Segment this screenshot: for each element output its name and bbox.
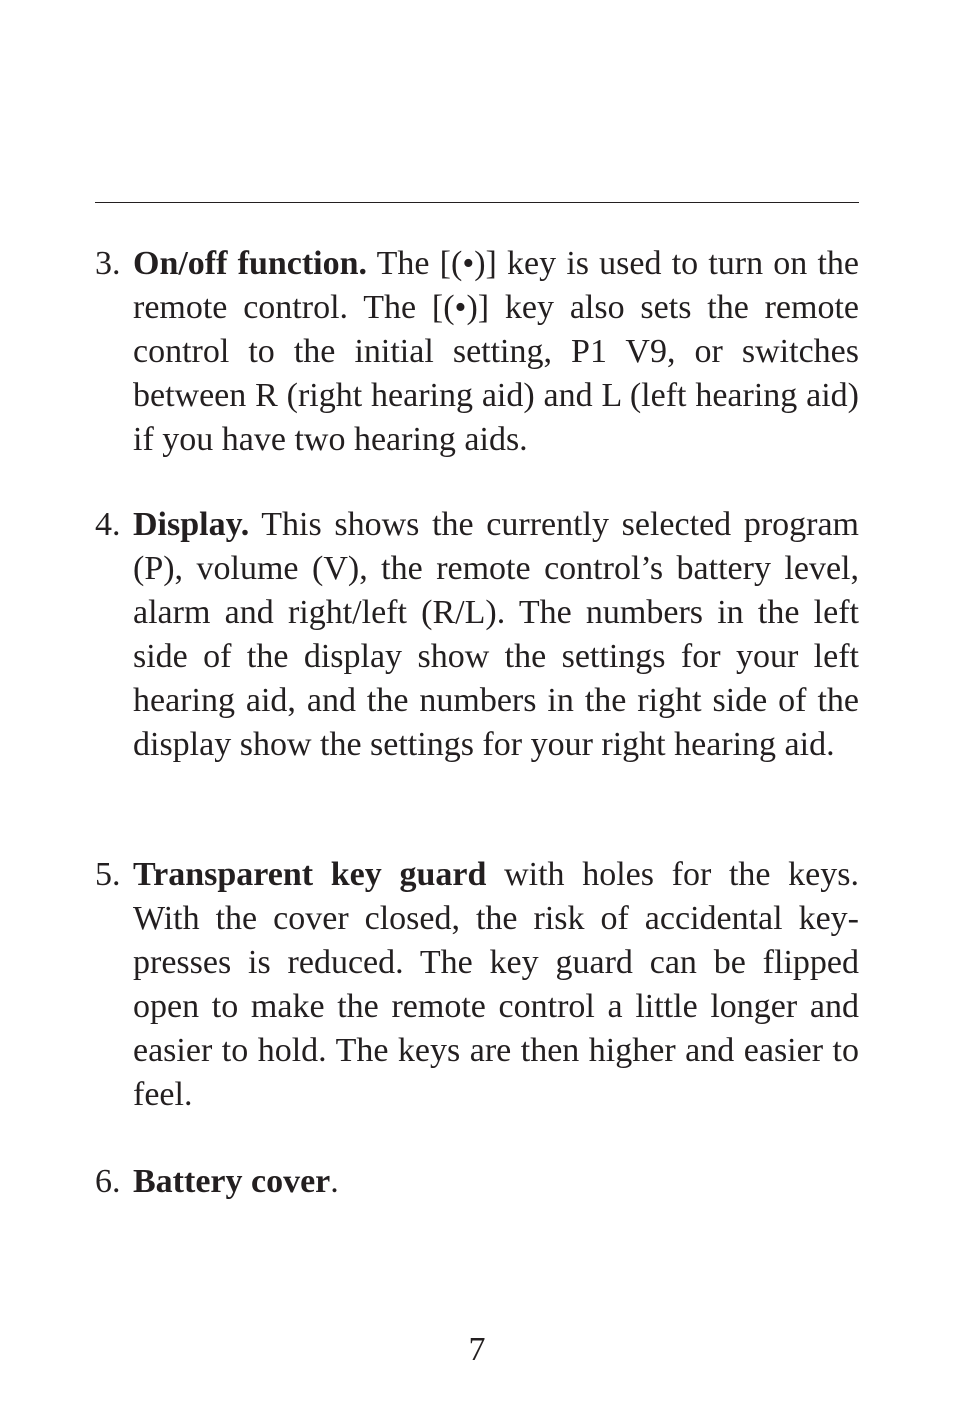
item-heading: Transparent key guard (133, 856, 487, 893)
list-item-display (95, 503, 859, 767)
header-rule (95, 202, 859, 203)
item-heading: Battery cover (133, 1163, 331, 1200)
item-number: 6. (95, 1163, 121, 1200)
item-number: 5. (95, 856, 121, 893)
item-heading: On/off function. (133, 245, 368, 282)
item-body (133, 1160, 859, 1204)
list-item-battery-cover (95, 1160, 859, 1204)
item-body (133, 503, 859, 767)
item-text: The [(•)] key is used to turn on the remote control. The [(•)] key also sets the remote control to the initial setting, P1 V9, or switches between R (right hearing aid) and L (left hearing aid) if you have two hearing aids. (133, 245, 859, 458)
item-heading: Display. (133, 506, 250, 543)
list-item-on-off-function (95, 242, 859, 462)
item-body (133, 242, 859, 462)
item-number: 4. (95, 506, 121, 543)
item-number: 3. (95, 245, 121, 282)
item-text: . (330, 1163, 339, 1200)
item-text: This shows the currently selected program (P), volume (V), the remote control’s battery level, alarm and right/left (R/L). The numbers in the left side of the display show the settings for your left hearing aid, and the numbers in the right side of the display show the settings for your right hearing aid. (133, 506, 860, 763)
item-text: with holes for the keys. With the cover closed, the risk of accidental key-presses is reduced. The key guard can be flipped open to make the remote control a little longer and easier to hold. The keys are then higher and easier to feel. (133, 856, 860, 1113)
page-number: 7 (468, 1331, 486, 1368)
list-item-transparent-key-guard (95, 853, 859, 1117)
item-body (133, 853, 859, 1117)
